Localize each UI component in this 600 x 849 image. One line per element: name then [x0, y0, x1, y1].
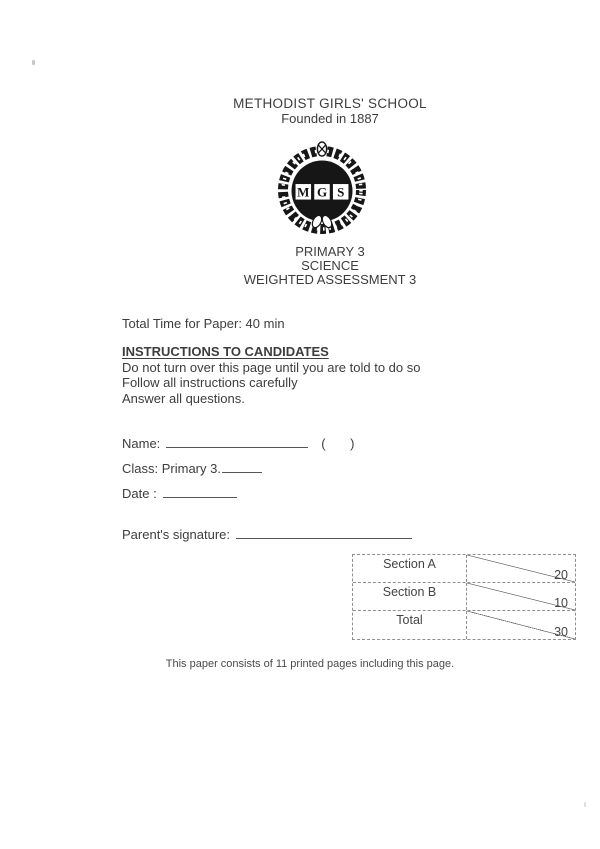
- instruction-line: Do not turn over this page until you are told to do so: [122, 360, 421, 375]
- max-marks-value: 10: [554, 596, 568, 610]
- scan-artifact-bottom-right: [584, 802, 586, 807]
- marks-cell: [467, 583, 575, 610]
- instruction-line: Follow all instructions carefully: [122, 375, 298, 391]
- class-blank-line: [222, 461, 262, 473]
- school-name: METHODIST GIRLS' SCHOOL: [233, 96, 427, 111]
- instructions-list: [122, 360, 420, 406]
- max-marks-value: 30: [554, 625, 568, 639]
- name-label: Name:: [122, 436, 161, 451]
- parent-signature-row: [122, 527, 412, 542]
- class-label: Class: Primary 3.: [122, 461, 221, 476]
- founded-line: Founded in 1887: [281, 111, 379, 126]
- page-count-note: This paper consists of 11 printed pages including this page.: [165, 658, 455, 670]
- crest-letter-g: G: [316, 184, 328, 200]
- class-field-row: [122, 461, 262, 476]
- scan-artifact-top-left: [32, 60, 35, 65]
- crest-emblem-graphic: [272, 140, 372, 234]
- date-label: Date :: [122, 486, 157, 501]
- index-parentheses: ( ): [321, 436, 357, 451]
- table-row-section-a: [353, 555, 575, 583]
- marks-table: [352, 554, 576, 640]
- parent-signature-blank-line: [236, 527, 412, 539]
- instructions-heading: INSTRUCTIONS TO CANDIDATES: [122, 344, 329, 359]
- date-blank-line: [163, 486, 237, 498]
- parent-signature-label: Parent's signature:: [122, 527, 230, 542]
- school-crest-logo: [272, 140, 372, 234]
- title-level: PRIMARY 3: [295, 244, 365, 259]
- marks-cell: [467, 611, 575, 639]
- paper-title-block: [60, 245, 600, 287]
- row-label: Section B: [353, 583, 467, 610]
- name-field-row: [122, 436, 356, 451]
- table-row-total: [353, 611, 575, 639]
- table-row-section-b: [353, 583, 575, 611]
- row-label: Total: [353, 611, 467, 639]
- title-assessment: WEIGHTED ASSESSMENT 3: [243, 272, 417, 287]
- total-time-note: Total Time for Paper: 40 min: [122, 316, 285, 331]
- crest-letter-m: M: [297, 184, 310, 200]
- name-blank-line: [166, 436, 308, 448]
- date-field-row: [122, 486, 237, 501]
- row-label: Section A: [353, 555, 467, 582]
- instruction-line: Answer all questions.: [122, 390, 245, 406]
- max-marks-value: 20: [554, 568, 568, 582]
- marks-cell: [467, 555, 575, 582]
- crest-letter-s: S: [337, 184, 345, 200]
- title-subject: SCIENCE: [301, 258, 359, 273]
